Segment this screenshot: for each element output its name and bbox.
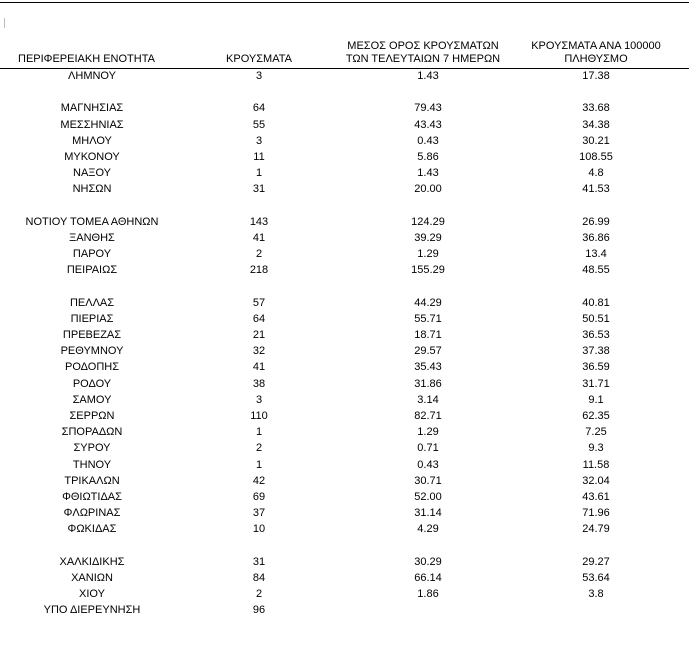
seven-day-average-cell: 79.43 (414, 102, 442, 115)
table-row (0, 489, 689, 505)
spacer-row (0, 198, 689, 214)
region-cell: ΦΘΙΩΤΙΔΑΣ (62, 490, 122, 503)
seven-day-average-cell: 20.00 (414, 183, 442, 196)
cases-cell: 69 (252, 490, 266, 503)
table-row (0, 376, 689, 392)
seven-day-average-cell: 30.29 (414, 555, 442, 568)
cases-cell: 3 (255, 134, 263, 147)
region-cell: ΣΥΡΟΥ (73, 442, 111, 455)
region-cell: ΜΗΛΟΥ (72, 134, 112, 147)
cases-per-100k-cell: 40.81 (582, 296, 610, 309)
seven-day-average-cell: 1.29 (417, 426, 439, 439)
cases-cell: 3 (255, 70, 263, 82)
cases-cell: 37 (252, 507, 266, 520)
seven-day-average-cell: 31.86 (414, 377, 442, 390)
table-row (0, 100, 689, 116)
region-cell: ΧΙΟΥ (79, 588, 105, 600)
cases-per-100k-cell: 36.53 (582, 329, 610, 341)
corner-mark (4, 18, 5, 28)
cases-per-100k-cell: 62.35 (582, 409, 610, 422)
table-row (0, 505, 689, 521)
header-avg-line2: ΤΩΝ ΤΕΛΕΥΤΑΙΩΝ 7 ΗΜΕΡΩΝ (345, 53, 501, 65)
seven-day-average-cell: 1.29 (417, 248, 439, 261)
cases-cell: 96 (252, 604, 266, 617)
cases-cell: 64 (252, 102, 266, 115)
seven-day-average-cell: 31.14 (414, 507, 442, 520)
cases-per-100k-cell: 108.55 (579, 150, 613, 163)
region-cell: ΠΑΡΟΥ (72, 248, 112, 261)
cases-per-100k-cell: 9.3 (588, 442, 604, 455)
cases-per-100k-cell: 31.71 (582, 377, 610, 390)
cases-cell: 2 (255, 248, 263, 261)
cases-per-100k-cell: 13.4 (585, 248, 607, 261)
seven-day-average-cell: 1.86 (417, 588, 439, 600)
cases-per-100k-cell: 3.8 (588, 588, 604, 600)
table-row (0, 359, 689, 375)
table-row (0, 68, 689, 84)
table-row (0, 392, 689, 408)
table-row (0, 165, 689, 181)
cases-cell: 143 (249, 215, 269, 228)
table-row (0, 246, 689, 262)
seven-day-average-cell: 124.29 (411, 215, 445, 228)
cases-cell: 64 (252, 312, 266, 325)
table-row (0, 230, 689, 246)
cases-cell: 1 (255, 167, 263, 180)
cases-per-100k-cell: 36.59 (582, 361, 610, 374)
seven-day-average-cell: 52.00 (414, 490, 442, 503)
region-cell: ΥΠΟ ΔΙΕΡΕΥΝΗΣΗ (43, 604, 141, 617)
region-cell: ΠΡΕΒΕΖΑΣ (62, 329, 122, 341)
spacer-row (0, 537, 689, 553)
seven-day-average-cell: 155.29 (411, 264, 445, 277)
region-cell: ΠΙΕΡΙΑΣ (70, 312, 114, 325)
seven-day-average-cell: 18.71 (414, 329, 442, 341)
region-cell: ΡΟΔΟΠΗΣ (64, 361, 120, 374)
cases-cell: 11 (253, 150, 265, 163)
region-cell: ΛΗΜΝΟΥ (68, 70, 116, 82)
table-row (0, 440, 689, 456)
seven-day-average-cell: 55.71 (414, 312, 442, 325)
cases-cell: 218 (249, 264, 269, 277)
region-cell: ΜΕΣΣΗΝΙΑΣ (60, 118, 124, 131)
region-cell: ΣΠΟΡΑΔΩΝ (61, 426, 123, 439)
seven-day-average-cell: 43.43 (414, 118, 442, 131)
cases-cell: 1 (255, 458, 263, 471)
header-seven-day-average (338, 40, 508, 66)
top-rule (0, 2, 689, 3)
cases-per-100k-cell: 9.1 (588, 393, 604, 406)
table-row (0, 117, 689, 133)
seven-day-average-cell: 44.29 (414, 296, 442, 309)
cases-per-100k-cell: 26.99 (582, 215, 610, 228)
cases-cell: 21 (252, 329, 266, 341)
cases-cell: 42 (252, 474, 266, 487)
cases-cell: 84 (252, 571, 266, 584)
table-row (0, 133, 689, 149)
cases-cell: 1 (255, 426, 263, 439)
cases-per-100k-cell: 43.61 (582, 490, 610, 503)
table-body (0, 68, 689, 618)
table-header (0, 36, 689, 69)
cases-per-100k-cell: 71.96 (582, 507, 610, 520)
seven-day-average-cell: 3.14 (417, 393, 439, 406)
region-cell: ΞΑΝΘΗΣ (69, 231, 115, 244)
region-cell: ΝΗΣΩΝ (72, 183, 112, 196)
seven-day-average-cell: 35.43 (414, 361, 442, 374)
seven-day-average-cell: 82.71 (414, 409, 442, 422)
cases-cell: 55 (252, 118, 266, 131)
table-row (0, 408, 689, 424)
cases-per-100k-cell: 36.86 (582, 231, 610, 244)
cases-cell: 31 (252, 183, 266, 196)
region-cell: ΜΥΚΟΝΟΥ (64, 150, 120, 163)
region-cell: ΦΩΚΙΔΑΣ (67, 523, 117, 536)
cases-per-100k-cell: 53.64 (582, 571, 610, 584)
region-cell: ΤΡΙΚΑΛΩΝ (64, 474, 120, 487)
region-cell: ΧΑΝΙΩΝ (71, 571, 113, 584)
cases-per-100k-cell: 48.55 (582, 264, 610, 277)
cases-per-100k-cell: 4.8 (588, 167, 604, 180)
cases-per-100k-cell: 30.21 (582, 134, 610, 147)
region-cell: ΠΕΛΛΑΣ (69, 296, 115, 309)
table-row (0, 424, 689, 440)
cases-cell: 31 (252, 555, 266, 568)
seven-day-average-cell: 0.71 (417, 442, 439, 455)
seven-day-average-cell: 0.43 (417, 134, 439, 147)
cases-per-100k-cell: 33.68 (582, 102, 610, 115)
region-cell: ΠΕΙΡΑΙΩΣ (66, 264, 118, 277)
table-row (0, 262, 689, 278)
header-cases-per-100k (516, 40, 676, 66)
table-row (0, 570, 689, 586)
seven-day-average-cell: 29.57 (414, 345, 442, 358)
table-row (0, 521, 689, 537)
seven-day-average-cell: 30.71 (414, 474, 442, 487)
cases-per-100k-cell: 50.51 (582, 312, 610, 325)
table-row (0, 295, 689, 311)
seven-day-average-cell: 1.43 (417, 167, 439, 180)
region-cell: ΜΑΓΝΗΣΙΑΣ (60, 102, 124, 115)
cases-per-100k-cell: 32.04 (582, 474, 610, 487)
header-per100k-line1: ΚΡΟΥΣΜΑΤΑ ΑΝΑ 100000 (531, 40, 661, 52)
cases-per-100k-cell: 24.79 (582, 523, 610, 536)
region-cell: ΡΟΔΟΥ (72, 377, 112, 390)
header-avg-line1: ΜΕΣΟΣ ΟΡΟΣ ΚΡΟΥΣΜΑΤΩΝ (347, 40, 499, 52)
table-row (0, 181, 689, 197)
region-cell: ΧΑΛΚΙΔΙΚΗΣ (59, 555, 125, 568)
cases-cell: 57 (252, 296, 266, 309)
table-row (0, 343, 689, 359)
cases-per-100k-cell: 11.58 (582, 458, 610, 471)
cases-per-100k-cell: 34.38 (582, 118, 610, 131)
table-row (0, 214, 689, 230)
cases-cell: 3 (255, 393, 263, 406)
cases-cell: 110 (250, 409, 268, 422)
seven-day-average-cell: 0.43 (417, 458, 439, 471)
cases-per-100k-cell: 41.53 (582, 183, 610, 196)
cases-cell: 41 (252, 231, 266, 244)
region-cell: ΤΗΝΟΥ (72, 458, 112, 471)
seven-day-average-cell: 5.86 (417, 150, 439, 163)
table-row (0, 554, 689, 570)
seven-day-average-cell: 1.43 (417, 70, 439, 82)
table-row (0, 586, 689, 602)
cases-cell: 41 (252, 361, 266, 374)
cases-cell: 38 (252, 377, 266, 390)
cases-per-100k-cell: 7.25 (585, 426, 607, 439)
cases-per-100k-cell: 37.38 (582, 345, 610, 358)
region-cell: ΝΟΤΙΟΥ ΤΟΜΕΑ ΑΘΗΝΩΝ (25, 215, 159, 228)
table-row (0, 457, 689, 473)
cases-per-100k-cell: 17.38 (582, 70, 610, 82)
region-cell: ΝΑΞΟΥ (73, 167, 111, 180)
cases-cell: 10 (252, 523, 266, 536)
region-cell: ΦΛΩΡΙΝΑΣ (63, 507, 121, 520)
seven-day-average-cell: 4.29 (417, 523, 439, 536)
cases-cell: 2 (255, 442, 263, 455)
seven-day-average-cell: 66.14 (414, 571, 442, 584)
cases-per-100k-cell: 29.27 (582, 555, 610, 568)
table-row (0, 311, 689, 327)
table-row (0, 327, 689, 343)
spacer-row (0, 84, 689, 100)
table-row (0, 149, 689, 165)
header-per100k-line2: ΠΛΗΘΥΣΜΟ (564, 53, 628, 65)
table-row (0, 473, 689, 489)
header-cases: ΚΡΟΥΣΜΑΤΑ (226, 53, 292, 65)
region-cell: ΣΑΜΟΥ (72, 393, 112, 406)
cases-cell: 2 (255, 588, 263, 600)
table-row (0, 602, 689, 618)
header-region: ΠΕΡΙΦΕΡΕΙΑΚΗ ΕΝΟΤΗΤΑ (18, 53, 155, 65)
spacer-row (0, 278, 689, 294)
region-cell: ΣΕΡΡΩΝ (69, 409, 115, 422)
seven-day-average-cell: 39.29 (414, 231, 442, 244)
cases-cell: 32 (252, 345, 266, 358)
region-cell: ΡΕΘΥΜΝΟΥ (60, 345, 124, 358)
